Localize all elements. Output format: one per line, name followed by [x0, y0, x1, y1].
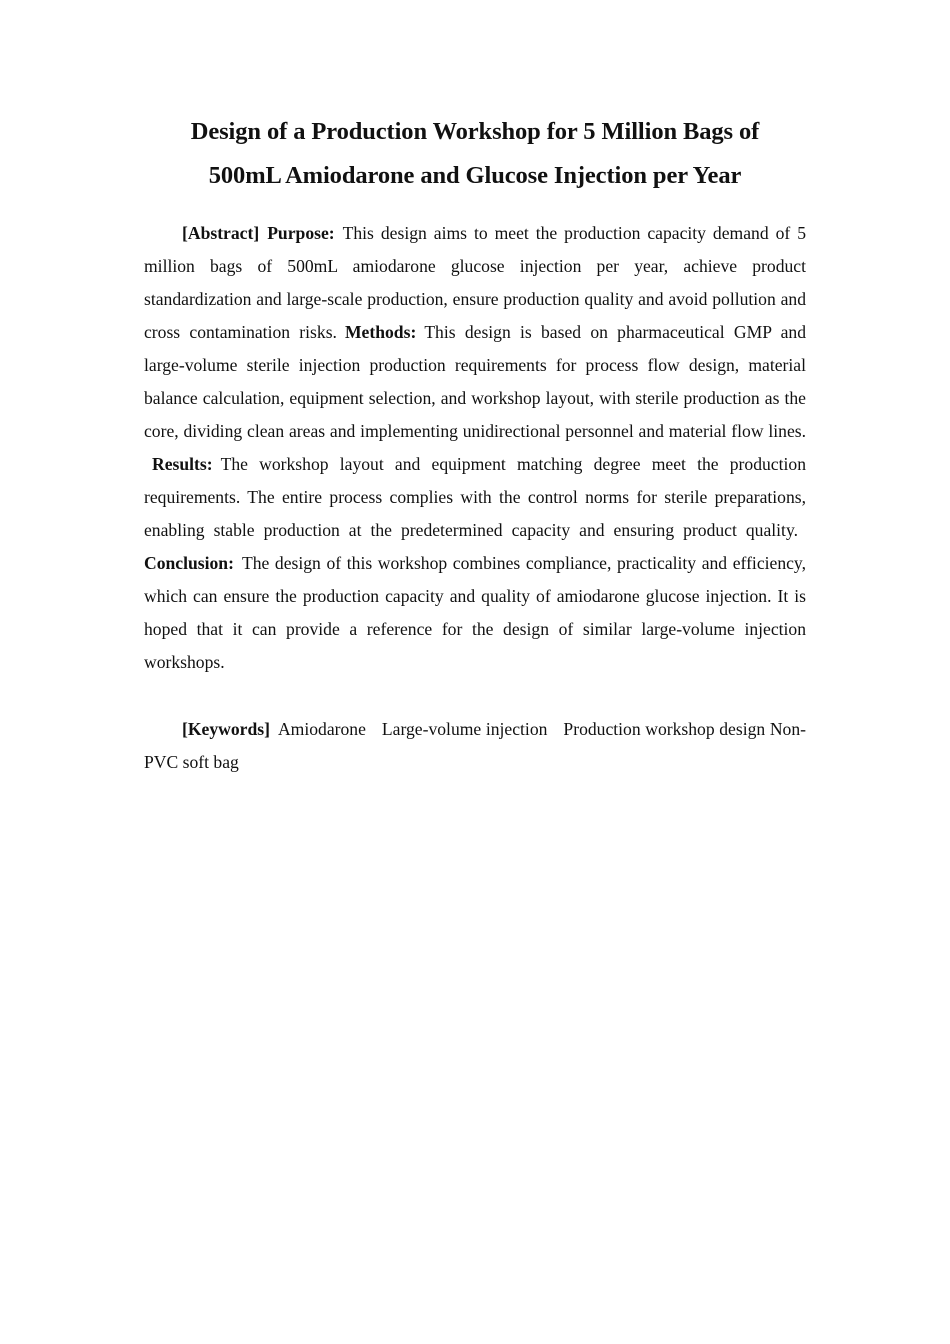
results-text: The workshop layout and equipment matching degree meet the production requirements. The entire process complies with the control norms for sterile preparations, enabling stable production at the predetermined capacity and ensuring product quality. — [144, 454, 806, 540]
methods-label: Methods: — [344, 322, 417, 342]
abstract-label: [Abstract] — [182, 223, 260, 243]
abstract-paragraph — [144, 217, 806, 679]
purpose-label: Purpose: — [267, 223, 335, 243]
title-line-2: 500mL Amiodarone and Glucose Injection per Year — [208, 162, 742, 189]
keyword-item: Non-PVC soft bag — [144, 719, 806, 772]
keywords-label: [Keywords] — [182, 719, 270, 739]
title-line-1: Design of a Production Workshop for 5 Million Bags of — [190, 118, 760, 145]
keyword-item: Production workshop design — [563, 719, 766, 739]
keywords-paragraph — [144, 713, 806, 779]
page-title — [144, 110, 806, 198]
keyword-item: Amiodarone — [277, 719, 366, 739]
conclusion-text: The design of this workshop combines compliance, practicality and efficiency, which can ensure the production capacity and quality of amiodarone glucose injection. It is hoped that it can provide a reference for the design of similar large-volume injection workshops. — [144, 553, 806, 672]
keyword-item: Large-volume injection — [381, 719, 548, 739]
methods-text: This design is based on pharmaceutical GMP and large-volume sterile injection production requirements for process flow design, material balance calculation, equipment selection, and workshop layout, with sterile production as the core, dividing clean areas and implementing unidirectional personnel and material flow lines. — [144, 322, 806, 441]
purpose-text: This design aims to meet the production capacity demand of 5 million bags of 500mL amiodarone glucose injection per year, achieve product standardization and large-scale production, ensure production quality and avoid pollution and cross contamination risks. — [144, 223, 806, 342]
conclusion-label: Conclusion: — [144, 553, 234, 573]
results-label: Results: — [152, 454, 213, 474]
